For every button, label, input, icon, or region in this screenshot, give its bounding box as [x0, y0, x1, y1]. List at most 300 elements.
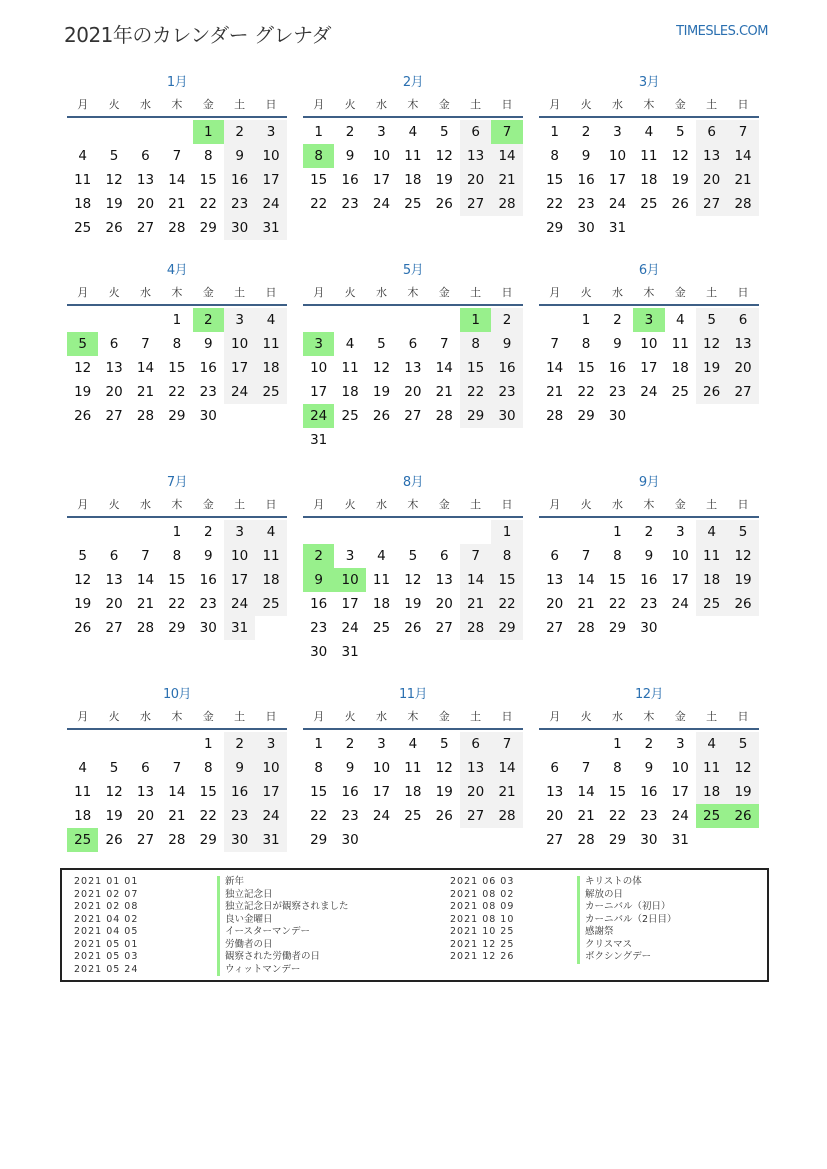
- day-cell: 17: [341, 596, 359, 612]
- day-cell: 15: [608, 572, 627, 588]
- day-cell: 1: [172, 312, 182, 328]
- day-cell: 6: [141, 148, 150, 164]
- weekday-label: 日: [501, 286, 513, 299]
- month-3: [539, 72, 759, 240]
- day-cell: 9: [644, 548, 654, 564]
- weekday-label: 火: [344, 286, 356, 299]
- day-cell: 31: [224, 616, 255, 640]
- day-cell: 18: [255, 568, 286, 592]
- day-cell: 2: [644, 524, 654, 540]
- day-cell: 10: [255, 144, 286, 168]
- day-cell: 8: [550, 148, 559, 164]
- day-cell: 23: [224, 192, 255, 216]
- day-cell: 10: [255, 756, 286, 780]
- holiday-name: ボクシングデー: [577, 951, 651, 964]
- day-grid: [539, 732, 759, 852]
- day-cell: 3: [255, 120, 286, 144]
- month-name: 6月: [638, 263, 660, 278]
- holiday-name: 解放の日: [577, 889, 623, 902]
- day-cell: 5: [727, 732, 758, 756]
- day-cell: 7: [141, 548, 150, 564]
- day-cell: 18: [404, 784, 422, 800]
- day-cell: 30: [224, 216, 255, 240]
- day-cell: 31: [608, 220, 627, 236]
- empty-cell: [429, 520, 460, 544]
- day-cell: 4: [408, 124, 418, 140]
- month-2: [303, 72, 523, 216]
- empty-cell: [539, 520, 570, 544]
- day-cell: 24: [608, 196, 627, 212]
- day-cell: 18: [696, 568, 727, 592]
- day-cell: 18: [404, 172, 422, 188]
- day-cell: 21: [136, 384, 155, 400]
- day-grid: [539, 120, 759, 240]
- empty-cell: [397, 308, 428, 332]
- day-cell: 22: [546, 196, 564, 212]
- day-cell: 6: [109, 336, 119, 352]
- day-cell: 9: [203, 548, 213, 564]
- day-cell: 8: [613, 760, 622, 776]
- day-cell: 19: [372, 384, 391, 400]
- day-cell: 26: [74, 620, 92, 636]
- day-cell: 3: [224, 520, 255, 544]
- weekday-label: 木: [643, 286, 655, 299]
- day-cell: 21: [168, 196, 186, 212]
- day-cell: 19: [696, 356, 727, 380]
- day-cell: 25: [671, 384, 689, 400]
- day-cell: 19: [671, 172, 689, 188]
- day-cell: 9: [345, 760, 355, 776]
- month-5: [303, 260, 523, 452]
- day-cell: 26: [435, 196, 453, 212]
- holiday-name: ウィットマンデー: [217, 964, 300, 977]
- empty-cell: [303, 308, 334, 332]
- day-cell: 20: [105, 384, 123, 400]
- day-cell: 23: [199, 384, 217, 400]
- day-cell: 10: [372, 148, 391, 164]
- day-cell: 13: [105, 572, 123, 588]
- empty-cell: [130, 120, 161, 144]
- day-cell: 22: [168, 596, 186, 612]
- weekday-label: 土: [234, 98, 246, 111]
- holiday-item: [450, 939, 790, 952]
- month-9: [539, 472, 759, 640]
- day-cell: 15: [310, 172, 328, 188]
- day-cell: 12: [435, 760, 453, 776]
- day-cell: 8: [172, 336, 182, 352]
- weekday-header: [67, 282, 287, 306]
- day-cell: 20: [460, 168, 491, 192]
- day-cell: 29: [168, 620, 186, 636]
- day-cell: 17: [671, 572, 689, 588]
- day-cell: 24: [372, 808, 391, 824]
- weekday-label: 月: [549, 710, 561, 723]
- weekday-label: 日: [737, 286, 749, 299]
- weekday-label: 土: [234, 286, 246, 299]
- empty-cell: [334, 308, 365, 332]
- day-cell: 13: [696, 144, 727, 168]
- weekday-label: 木: [643, 710, 655, 723]
- day-cell: 5: [109, 760, 119, 776]
- day-cell: 1: [613, 524, 622, 540]
- weekday-label: 木: [171, 286, 183, 299]
- day-cell: 22: [608, 596, 627, 612]
- empty-cell: [130, 520, 161, 544]
- day-cell: 4: [696, 732, 727, 756]
- day-cell: 4: [377, 548, 386, 564]
- day-cell: 12: [372, 360, 391, 376]
- weekday-label: 金: [438, 710, 450, 723]
- day-cell: 19: [74, 596, 92, 612]
- day-cell: 19: [74, 384, 92, 400]
- holiday-date: 2021 05 24: [74, 963, 139, 975]
- holiday-day-cell: 24: [303, 404, 334, 428]
- holiday-item: [450, 926, 790, 939]
- weekday-label: 日: [265, 98, 277, 111]
- day-cell: 16: [199, 572, 217, 588]
- day-cell: 13: [546, 784, 564, 800]
- day-cell: 7: [172, 760, 182, 776]
- empty-cell: [303, 520, 334, 544]
- day-cell: 28: [491, 804, 522, 828]
- day-cell: 30: [640, 620, 658, 636]
- weekday-label: 木: [171, 710, 183, 723]
- empty-cell: [161, 732, 192, 756]
- day-cell: 24: [255, 192, 286, 216]
- weekday-label: 土: [470, 710, 482, 723]
- day-cell: 19: [404, 596, 422, 612]
- weekday-label: 木: [171, 498, 183, 511]
- holiday-day-cell: 9: [303, 568, 334, 592]
- weekday-label: 日: [265, 286, 277, 299]
- month-name: 11月: [398, 687, 428, 702]
- holiday-day-cell: 3: [303, 332, 334, 356]
- weekday-header: [303, 494, 523, 518]
- holiday-date: 2021 05 03: [74, 951, 139, 962]
- holiday-name: 観察された労働者の日: [217, 951, 320, 964]
- weekday-label: 土: [234, 710, 246, 723]
- day-cell: 5: [78, 548, 87, 564]
- day-cell: 7: [141, 336, 150, 352]
- day-cell: 9: [345, 148, 355, 164]
- day-cell: 19: [435, 172, 453, 188]
- day-cell: 10: [372, 760, 391, 776]
- day-cell: 26: [105, 220, 123, 236]
- weekday-label: 土: [234, 498, 246, 511]
- day-cell: 20: [435, 596, 453, 612]
- weekday-label: 金: [202, 498, 214, 511]
- day-cell: 20: [136, 808, 155, 824]
- day-cell: 2: [345, 736, 355, 752]
- holiday-date: 2021 04 05: [74, 926, 139, 937]
- day-cell: 12: [671, 148, 689, 164]
- month-name: 1月: [166, 75, 188, 90]
- day-cell: 11: [640, 148, 658, 164]
- holiday-day-cell: 26: [727, 804, 758, 828]
- weekday-label: 水: [375, 710, 387, 723]
- day-cell: 29: [608, 832, 627, 848]
- empty-cell: [570, 520, 601, 544]
- weekday-label: 日: [737, 710, 749, 723]
- day-cell: 4: [696, 520, 727, 544]
- holiday-item: [74, 964, 414, 977]
- month-name: 10月: [162, 687, 192, 702]
- day-grid: [303, 120, 523, 216]
- weekday-label: 木: [643, 98, 655, 111]
- day-cell: 11: [255, 544, 286, 568]
- day-cell: 28: [577, 832, 595, 848]
- day-cell: 5: [408, 548, 418, 564]
- day-cell: 27: [136, 832, 155, 848]
- day-cell: 10: [608, 148, 627, 164]
- day-cell: 17: [255, 168, 286, 192]
- day-cell: 16: [491, 356, 522, 380]
- weekday-label: 水: [375, 498, 387, 511]
- day-cell: 13: [727, 332, 758, 356]
- day-cell: 29: [577, 408, 595, 424]
- month-10: [67, 684, 287, 852]
- weekday-label: 土: [706, 98, 718, 111]
- day-cell: 9: [581, 148, 591, 164]
- day-cell: 23: [640, 808, 658, 824]
- day-cell: 3: [255, 732, 286, 756]
- day-cell: 30: [341, 832, 359, 848]
- day-cell: 16: [224, 780, 255, 804]
- day-cell: 9: [224, 144, 255, 168]
- day-cell: 9: [203, 336, 213, 352]
- day-cell: 14: [546, 360, 564, 376]
- day-cell: 12: [727, 544, 758, 568]
- empty-cell: [130, 732, 161, 756]
- day-grid: [67, 520, 287, 640]
- day-cell: 28: [577, 620, 595, 636]
- weekday-header: [539, 282, 759, 306]
- day-cell: 18: [341, 384, 359, 400]
- day-cell: 20: [460, 780, 491, 804]
- day-cell: 18: [74, 196, 92, 212]
- day-cell: 12: [727, 756, 758, 780]
- day-cell: 11: [341, 360, 359, 376]
- weekday-label: 水: [139, 710, 151, 723]
- day-cell: 23: [491, 380, 522, 404]
- day-cell: 10: [310, 360, 328, 376]
- day-cell: 4: [408, 736, 418, 752]
- weekday-header: [539, 94, 759, 118]
- weekday-label: 火: [108, 498, 120, 511]
- day-cell: 22: [460, 380, 491, 404]
- day-cell: 16: [577, 172, 595, 188]
- holiday-date: 2021 05 01: [74, 938, 139, 950]
- holiday-date: 2021 04 02: [74, 913, 139, 925]
- weekday-label: 月: [77, 286, 89, 299]
- day-cell: 16: [224, 168, 255, 192]
- day-cell: 8: [491, 544, 522, 568]
- day-cell: 27: [546, 832, 564, 848]
- weekday-label: 月: [549, 286, 561, 299]
- day-cell: 8: [613, 548, 622, 564]
- weekday-label: 土: [470, 98, 482, 111]
- day-cell: 1: [314, 124, 323, 140]
- day-cell: 30: [199, 620, 217, 636]
- day-cell: 11: [404, 148, 422, 164]
- calendar-grid: [67, 72, 760, 862]
- day-cell: 4: [255, 308, 286, 332]
- day-cell: 17: [255, 780, 286, 804]
- day-cell: 18: [640, 172, 658, 188]
- empty-cell: [570, 732, 601, 756]
- day-cell: 24: [224, 592, 255, 616]
- empty-cell: [460, 520, 491, 544]
- day-cell: 15: [199, 784, 217, 800]
- holiday-column: [450, 876, 790, 964]
- day-cell: 29: [546, 220, 564, 236]
- day-cell: 15: [491, 568, 522, 592]
- weekday-label: 日: [501, 710, 513, 723]
- day-cell: 2: [203, 524, 213, 540]
- day-cell: 15: [168, 360, 186, 376]
- day-cell: 25: [341, 408, 359, 424]
- weekday-label: 日: [737, 98, 749, 111]
- month-name: 7月: [166, 475, 188, 490]
- weekday-header: [303, 282, 523, 306]
- day-cell: 26: [372, 408, 391, 424]
- weekday-label: 火: [580, 286, 592, 299]
- weekday-label: 木: [407, 286, 419, 299]
- day-cell: 14: [727, 144, 758, 168]
- weekday-label: 水: [611, 710, 623, 723]
- day-cell: 4: [675, 312, 685, 328]
- day-cell: 6: [460, 120, 491, 144]
- weekday-label: 月: [549, 98, 561, 111]
- month-1: [67, 72, 287, 240]
- day-cell: 13: [136, 172, 155, 188]
- day-cell: 9: [613, 336, 622, 352]
- day-cell: 20: [136, 196, 155, 212]
- day-cell: 17: [224, 568, 255, 592]
- weekday-label: 土: [706, 286, 718, 299]
- day-cell: 11: [74, 172, 92, 188]
- day-cell: 13: [105, 360, 123, 376]
- day-cell: 25: [74, 220, 92, 236]
- day-cell: 6: [109, 548, 119, 564]
- day-cell: 28: [136, 408, 155, 424]
- empty-cell: [98, 308, 129, 332]
- weekday-label: 月: [313, 98, 325, 111]
- day-cell: 5: [727, 520, 758, 544]
- day-cell: 20: [404, 384, 422, 400]
- day-cell: 2: [581, 124, 591, 140]
- holiday-day-cell: 25: [696, 804, 727, 828]
- weekday-label: 木: [407, 710, 419, 723]
- day-cell: 14: [168, 172, 186, 188]
- day-cell: 6: [550, 760, 559, 776]
- day-cell: 12: [74, 572, 92, 588]
- day-cell: 6: [696, 120, 727, 144]
- day-cell: 12: [404, 572, 422, 588]
- day-cell: 17: [608, 172, 627, 188]
- day-cell: 25: [696, 592, 727, 616]
- weekday-label: 日: [265, 498, 277, 511]
- day-cell: 28: [491, 192, 522, 216]
- day-cell: 16: [199, 360, 217, 376]
- day-cell: 18: [372, 596, 391, 612]
- day-cell: 10: [224, 332, 255, 356]
- day-cell: 21: [727, 168, 758, 192]
- day-cell: 15: [577, 360, 595, 376]
- empty-cell: [539, 308, 570, 332]
- day-cell: 30: [224, 828, 255, 852]
- empty-cell: [539, 732, 570, 756]
- day-cell: 28: [136, 620, 155, 636]
- day-cell: 2: [224, 732, 255, 756]
- day-cell: 18: [255, 356, 286, 380]
- day-cell: 9: [491, 332, 522, 356]
- day-cell: 26: [727, 592, 758, 616]
- weekday-label: 木: [643, 498, 655, 511]
- weekday-label: 火: [108, 286, 120, 299]
- day-cell: 27: [460, 192, 491, 216]
- day-cell: 6: [408, 336, 418, 352]
- day-cell: 25: [404, 808, 422, 824]
- site-link[interactable]: TIMESLES.COM: [676, 24, 768, 39]
- weekday-label: 火: [580, 98, 592, 111]
- day-cell: 30: [199, 408, 217, 424]
- day-cell: 17: [372, 784, 391, 800]
- weekday-label: 土: [706, 710, 718, 723]
- day-cell: 22: [199, 808, 217, 824]
- day-cell: 14: [491, 756, 522, 780]
- day-cell: 14: [435, 360, 453, 376]
- day-cell: 24: [640, 384, 658, 400]
- day-cell: 25: [404, 196, 422, 212]
- day-cell: 3: [377, 736, 386, 752]
- day-cell: 4: [78, 760, 87, 776]
- day-cell: 14: [577, 572, 595, 588]
- empty-cell: [67, 520, 98, 544]
- day-grid: [539, 520, 759, 640]
- day-cell: 4: [255, 520, 286, 544]
- day-grid: [67, 308, 287, 428]
- day-cell: 7: [581, 548, 591, 564]
- holiday-name: 独立記念日が観察されました: [217, 901, 349, 914]
- holiday-date: 2021 01 01: [74, 876, 139, 887]
- empty-cell: [67, 308, 98, 332]
- holiday-date: 2021 06 03: [450, 876, 515, 887]
- day-cell: 7: [439, 336, 449, 352]
- day-cell: 23: [577, 196, 595, 212]
- weekday-label: 土: [470, 286, 482, 299]
- day-cell: 15: [168, 572, 186, 588]
- weekday-label: 水: [375, 286, 387, 299]
- day-cell: 29: [460, 404, 491, 428]
- day-cell: 16: [608, 360, 627, 376]
- day-cell: 15: [310, 784, 328, 800]
- weekday-label: 土: [706, 498, 718, 511]
- weekday-label: 火: [580, 710, 592, 723]
- day-cell: 8: [203, 148, 213, 164]
- day-cell: 5: [109, 148, 119, 164]
- holiday-name: イースターマンデー: [217, 926, 310, 939]
- day-cell: 2: [644, 736, 654, 752]
- holiday-date: 2021 08 02: [450, 888, 515, 900]
- holiday-item: [74, 901, 414, 914]
- day-cell: 3: [224, 308, 255, 332]
- month-8: [303, 472, 523, 664]
- day-cell: 19: [727, 568, 758, 592]
- empty-cell: [397, 520, 428, 544]
- day-cell: 22: [491, 592, 522, 616]
- day-cell: 30: [577, 220, 595, 236]
